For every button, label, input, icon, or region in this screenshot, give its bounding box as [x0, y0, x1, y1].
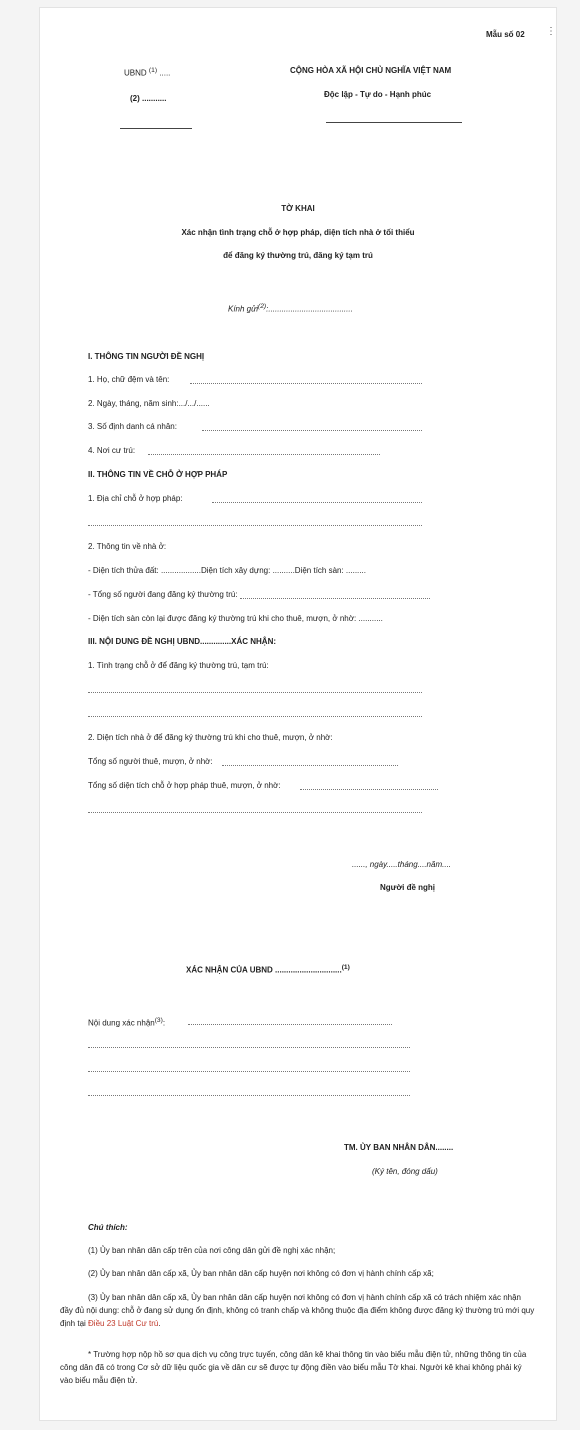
content-label-text: Nội dung xác nhận	[88, 1018, 155, 1028]
field-total-area: Tổng số diện tích chỗ ở hợp pháp thuê, mượn, ở nhờ:	[88, 781, 281, 790]
section3-heading: III. NỘI DUNG ĐỀ NGHỊ UBND..............XÁC NHẬN:	[88, 637, 277, 646]
agency-dots: ...........	[142, 94, 167, 103]
sign-note: (Ký tên, đóng dấu)	[372, 1167, 438, 1176]
full-name-line[interactable]	[190, 383, 422, 384]
field-house-info: 2. Thông tin về nhà ở:	[88, 542, 167, 551]
content-label	[88, 1016, 165, 1029]
total-area-line[interactable]	[300, 789, 438, 790]
content-line-1[interactable]	[188, 1024, 392, 1025]
address-line-2[interactable]	[88, 525, 422, 526]
area-row	[88, 566, 366, 576]
status-line-1[interactable]	[88, 692, 422, 693]
field-address: 1. Địa chỉ chỗ ở hợp pháp:	[88, 494, 183, 503]
form-page	[40, 8, 556, 1420]
total-registered-line[interactable]	[240, 598, 430, 599]
left-header-rule	[120, 128, 192, 129]
right-header-rule	[326, 122, 462, 123]
recipient-dots: :......................................	[266, 304, 353, 314]
recipient-sup: (2)	[257, 303, 267, 310]
national-title: CỘNG HÒA XÃ HỘI CHỦ NGHĨA VIỆT NAM	[290, 66, 452, 75]
committee-label: TM. ỦY BAN NHÂN DÂN........	[344, 1143, 454, 1152]
section1-heading: I. THÔNG TIN NGƯỜI ĐỀ NGHỊ	[88, 352, 205, 361]
vertical-ellipsis-icon[interactable]: ⋮	[546, 26, 556, 37]
field-residence: 4. Nơi cư trú:	[88, 446, 136, 455]
field-rent-area: 2. Diện tích nhà ở để đăng ký thường trú khi cho thuê, mượn, ở nhờ:	[88, 733, 333, 742]
recipient-label: Kính gửi	[228, 304, 258, 314]
ubnd-label	[124, 66, 170, 79]
note-3-end: .	[158, 1319, 161, 1328]
content-line-2[interactable]	[88, 1047, 410, 1048]
form-subtitle-1: Xác nhận tình trạng chỗ ở hợp pháp, diện tích nhà ở tối thiểu	[181, 228, 415, 237]
form-number: Mẫu số 02	[486, 30, 525, 39]
id-number-line[interactable]	[202, 430, 422, 431]
field-full-name: 1. Họ, chữ đệm và tên:	[88, 375, 170, 384]
section2-heading: II. THÔNG TIN VỀ CHỖ Ở HỢP PHÁP	[88, 470, 228, 479]
note-1: (1) Ủy ban nhân dân cấp trên của nơi công dân gửi đề nghị xác nhận;	[88, 1246, 336, 1255]
confirmation-heading	[186, 963, 350, 976]
field-total-registered: - Tổng số người đang đăng ký thường trú:	[88, 590, 238, 599]
ubnd-text: UBND	[124, 68, 147, 78]
field-birth-date: 2. Ngày, tháng, năm sinh:.../.../......	[88, 399, 210, 408]
total-area-line-2[interactable]	[88, 812, 422, 813]
field-total-people: Tổng số người thuê, mượn, ở nhờ:	[88, 757, 213, 766]
address-line-1[interactable]	[212, 502, 422, 503]
law-link[interactable]: Điều 23 Luật Cư trú	[88, 1319, 159, 1328]
recipient-line	[228, 302, 353, 315]
total-people-line[interactable]	[222, 765, 398, 766]
note-4: * Trường hợp nộp hồ sơ qua dịch vụ công trực tuyến, công dân kê khai thông tin vào biểu mẫu điện tử, những thông tin của công dân đã có trong Cơ sở dữ liệu quốc gia về dân cư sẽ được tự động điền vào biểu mẫu Tờ khai. Người kê khai không phải ký vào biểu mẫu điện tử.	[60, 1350, 527, 1385]
field-status: 1. Tình trạng chỗ ở để đăng ký thường trú, tạm trú:	[88, 661, 269, 670]
area-plot: - Diện tích thửa đất: ..................	[88, 566, 201, 575]
field-id-number: 3. Số định danh cá nhân:	[88, 422, 177, 431]
field-remaining-area: - Diện tích sàn còn lại được đăng ký thường trú khi cho thuê, mượn, ở nhờ: ...........	[88, 614, 383, 623]
content-line-3[interactable]	[88, 1071, 410, 1072]
agency-num: (2)	[130, 94, 140, 103]
content-sup: (3)	[154, 1017, 163, 1024]
agency-label	[130, 94, 166, 104]
note-3	[60, 1291, 536, 1330]
notes-heading: Chú thích:	[88, 1223, 128, 1232]
form-subtitle-2: để đăng ký thường trú, đăng ký tạm trú	[223, 251, 373, 260]
form-title: TỜ KHAI	[281, 204, 315, 213]
confirmation-heading-text: XÁC NHẬN CỦA UBND ..............................	[186, 965, 342, 975]
area-floor: Diện tích sàn: .........	[294, 566, 366, 575]
content-colon: :	[162, 1018, 166, 1028]
national-motto: Độc lập - Tự do - Hạnh phúc	[324, 90, 432, 99]
ubnd-dots: .....	[159, 68, 171, 78]
note-2: (2) Ủy ban nhân dân cấp xã, Ủy ban nhân dân cấp huyện nơi không có đơn vị hành chính cấp xã;	[88, 1269, 434, 1278]
residence-line[interactable]	[148, 454, 380, 455]
note-3-text: (3) Ủy ban nhân dân cấp xã, Ủy ban nhân dân cấp huyện nơi không có đơn vị hành chính cấp xã có trách nhiệm xác nhận đầy đủ nội dung: chỗ ở đang sử dụng ổn định, không có tranh chấp và không thuộc địa điểm không được đăng ký thường trú mới quy định tại	[60, 1293, 535, 1328]
date-line: ......, ngày.....tháng....năm....	[352, 860, 452, 869]
confirmation-sup: (1)	[341, 964, 350, 971]
status-line-2[interactable]	[88, 716, 422, 717]
proposer-label: Người đề nghị	[380, 883, 436, 892]
area-build: Diện tích xây dựng: ..........	[200, 566, 295, 575]
content-line-4[interactable]	[88, 1095, 410, 1096]
ubnd-sup: (1)	[148, 67, 158, 74]
